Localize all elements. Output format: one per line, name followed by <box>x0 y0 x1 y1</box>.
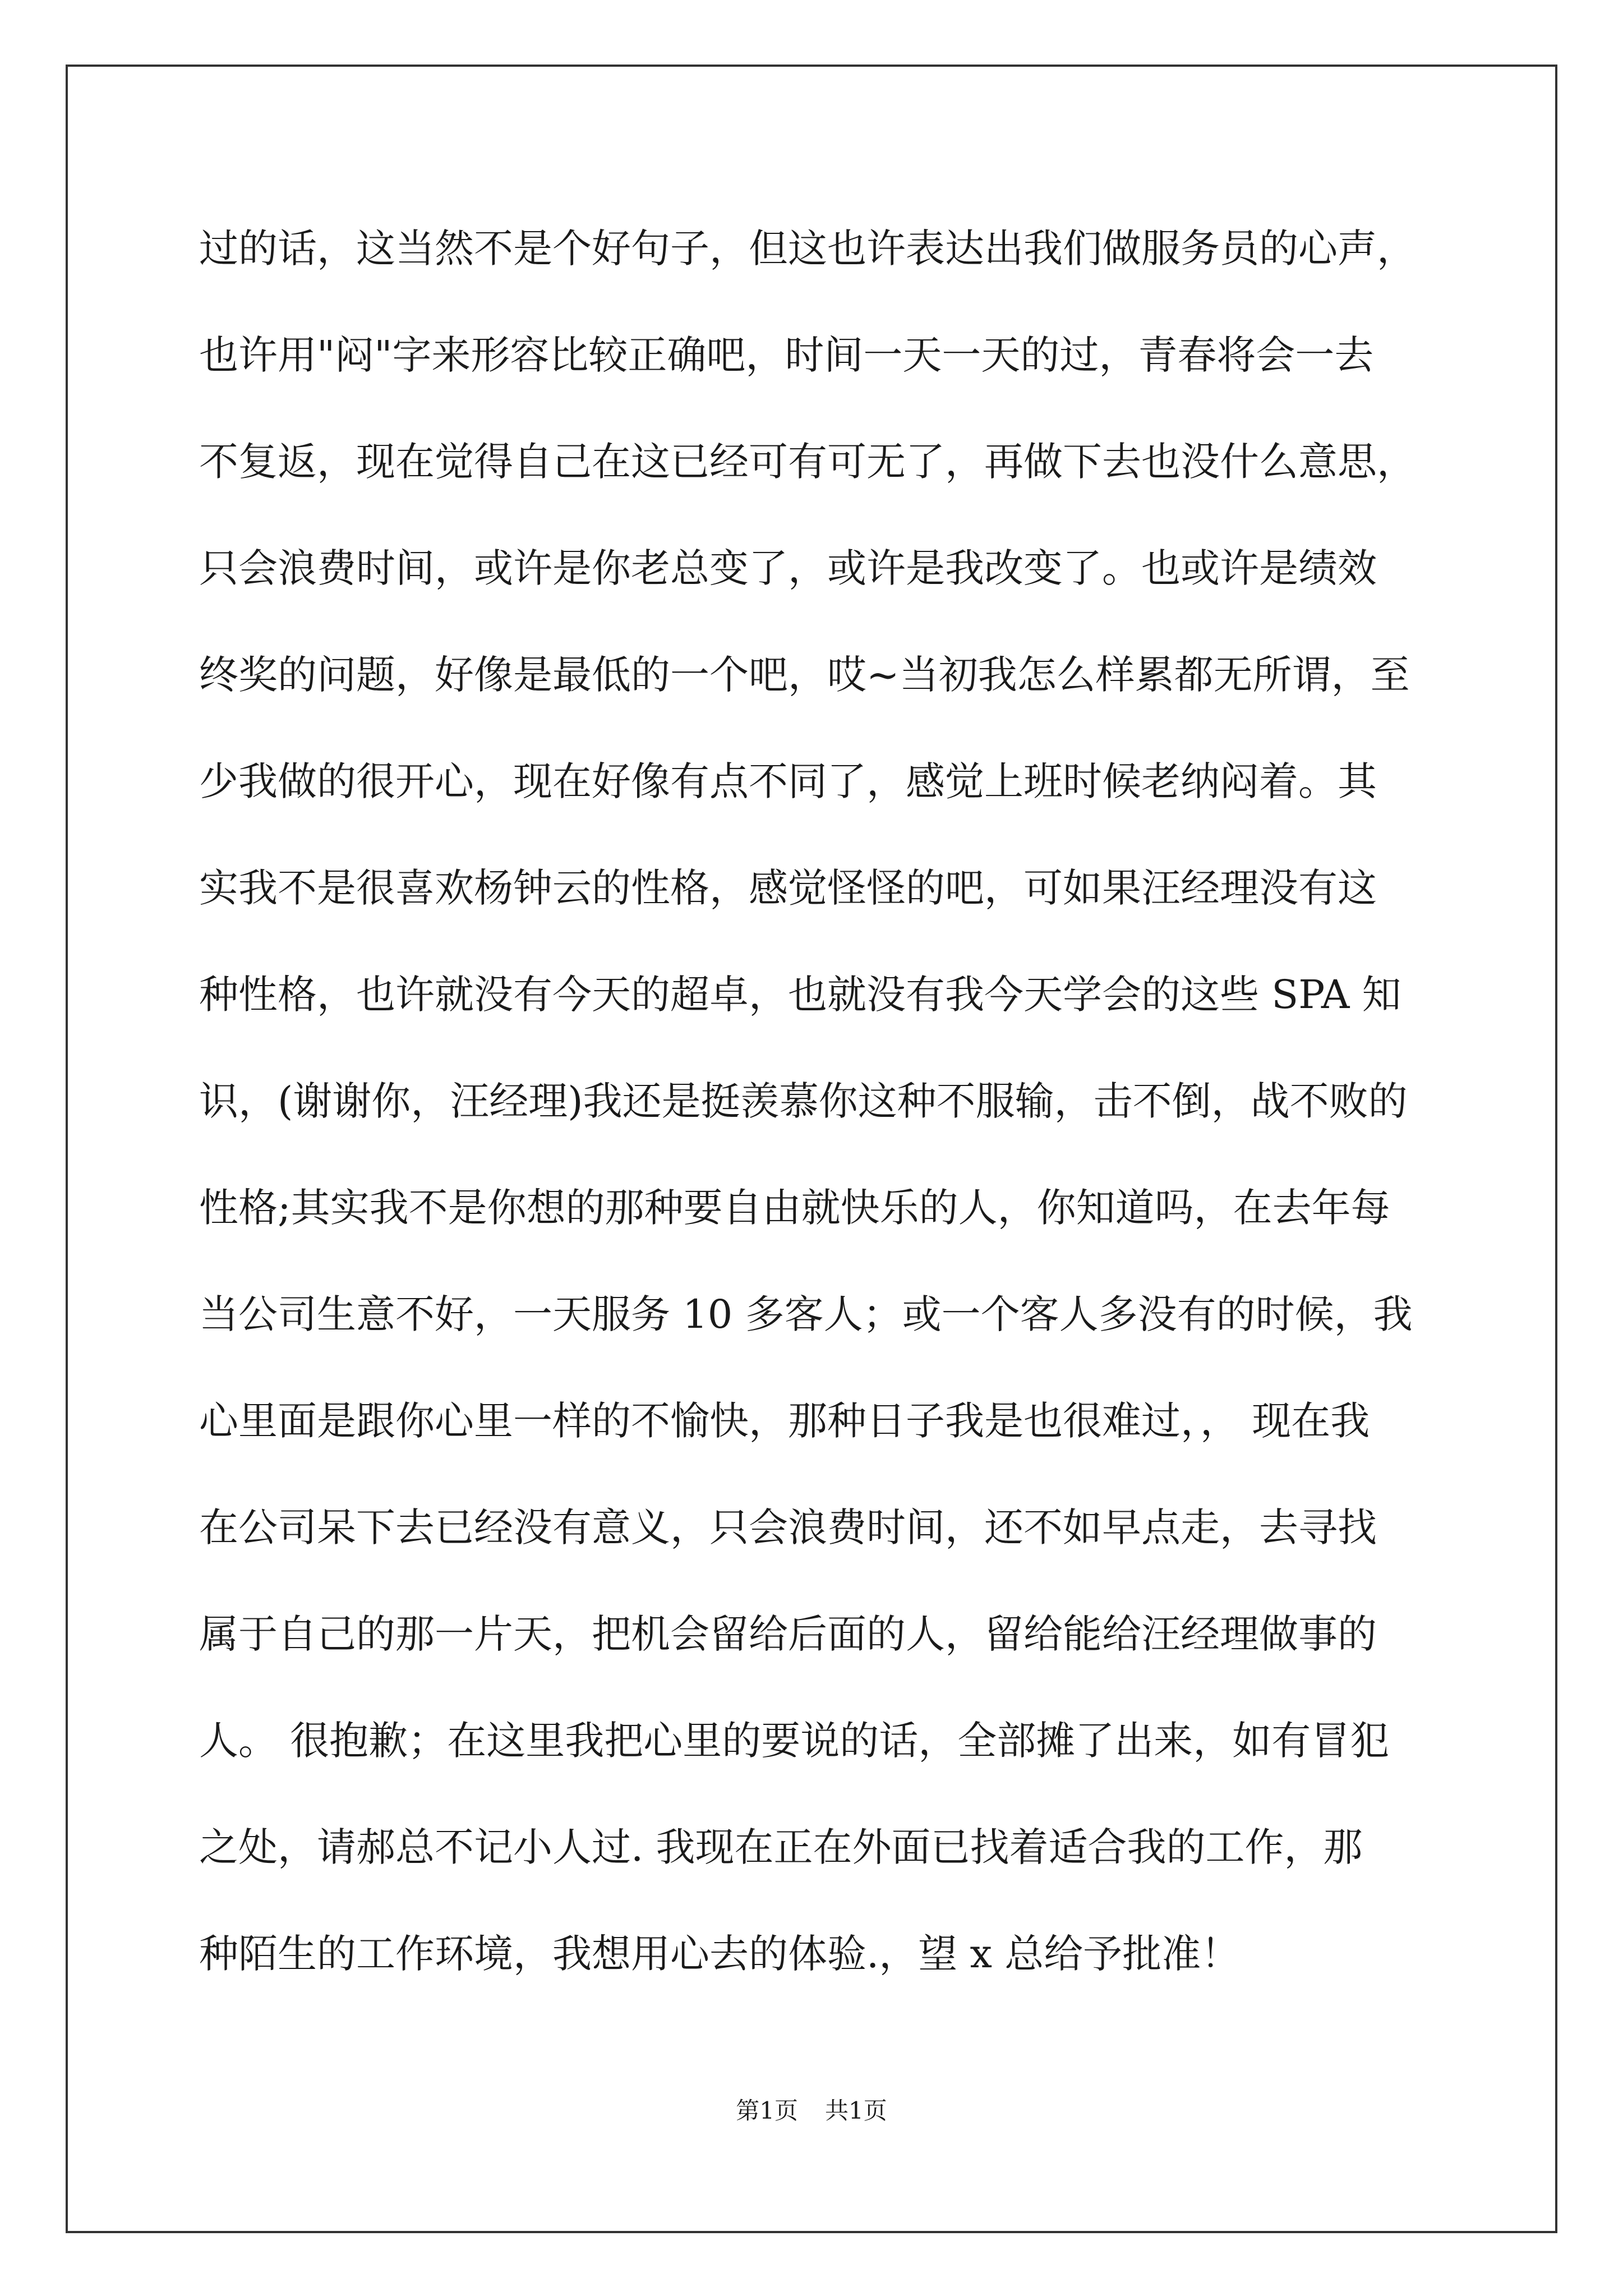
body-line: 种陌生的工作环境，我想用心去的体验.，望 x 总给予批准！ <box>199 1931 1241 1977</box>
body-line: 少我做的很开心，现在好像有点不同了，感觉上班时候老纳闷着。其 <box>199 758 1377 804</box>
page-number-current: 第1页 <box>736 2097 798 2124</box>
body-line: 人。 很抱歉；在这里我把心里的要说的话，全部摊了出来，如有冒犯 <box>199 1718 1390 1764</box>
body-line: 识，(谢谢你，汪经理)我还是挺羡慕你这种不服输，击不倒，战不败的 <box>199 1078 1408 1124</box>
body-line: 心里面是跟你心里一样的不愉快，那种日子我是也很难过，， 现在我 <box>199 1398 1370 1444</box>
body-line: 实我不是很喜欢杨钟云的性格，感觉怪怪的吧，可如果汪经理没有这 <box>199 865 1377 911</box>
body-line: 性格;其实我不是你想的那种要自由就快乐的人，你知道吗，在去年每 <box>199 1185 1390 1231</box>
body-line: 属于自己的那一片天，把机会留给后面的人，留给能给汪经理做事的 <box>199 1611 1377 1657</box>
body-line: 终奖的问题，好像是最低的一个吧，哎~当初我怎么样累都无所谓，至 <box>199 652 1410 698</box>
page-number-total: 共1页 <box>825 2097 887 2124</box>
page-footer <box>0 2092 1623 2126</box>
body-line: 只会浪费时间，或许是你老总变了，或许是我改变了。也或许是绩效 <box>199 545 1377 591</box>
document-body <box>199 219 1433 2031</box>
body-line: 当公司生意不好，一天服务 10 多客人；或一个客人多没有的时候，我 <box>199 1291 1413 1337</box>
body-line: 之处，请郝总不记小人过. 我现在正在外面已找着适合我的工作，那 <box>199 1824 1363 1870</box>
body-line: 也许用"闷"字来形容比较正确吧，时间一天一天的过，青春将会一去 <box>199 332 1374 378</box>
body-line: 不复返，现在觉得自己在这已经可有可无了，再做下去也没什么意思， <box>199 439 1416 485</box>
body-line: 在公司呆下去已经没有意义，只会浪费时间，还不如早点走，去寻找 <box>199 1504 1377 1550</box>
body-line: 过的话，这当然不是个好句子，但这也许表达出我们做服务员的心声， <box>199 226 1416 272</box>
body-line: 种性格，也许就没有今天的超卓，也就没有我今天学会的这些 SPA 知 <box>199 972 1401 1018</box>
